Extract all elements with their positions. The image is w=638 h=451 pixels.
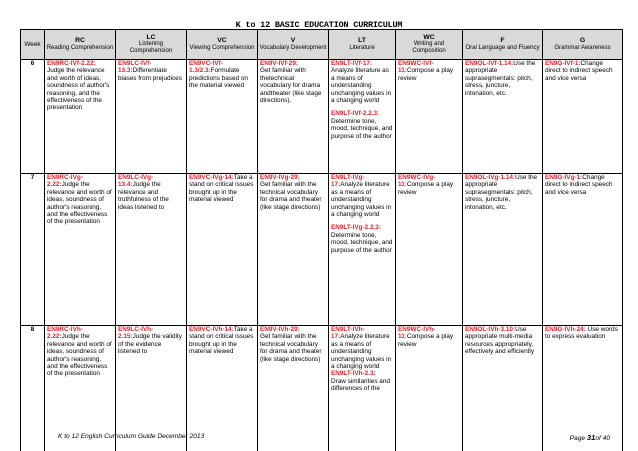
table-cell: EN9RC-IVh-2.22:Judge the relevance and worth of ideas, soundness of author's reasoning, and the effectiveness of the presentation: [45, 326, 116, 451]
column-header-v: V Vocabulary Development: [258, 30, 329, 60]
table-row-week-6: [21, 60, 623, 174]
table-cell: EN9G-IVf-1:Change direct to indirect speech and vice versa: [543, 60, 623, 174]
column-header-vc: VC Viewing Comprehension: [187, 30, 258, 60]
table-cell: EN9WC-IVg-11:Compose a play review: [396, 174, 463, 326]
table-cell: EN9LT-IVf-17: Analyze literature as a means of understanding unchanging values in a changing world EN9LT-IVf-2.2.3: Determine tone, mood, technique, and purpose of the author: [329, 60, 396, 174]
column-header-lt: LT Literature: [329, 30, 396, 60]
column-header-f: F Oral Language and Fluency: [463, 30, 543, 60]
table-cell: EN9OL-IVf-1.14:Use the appropriate suprasegmentals: pitch, stress, juncture, intonation, etc.: [463, 60, 543, 174]
table-cell: EN9G-IVg-1:Change direct to indirect speech and vice versa: [543, 174, 623, 326]
curriculum-title: K to 12 BASIC EDUCATION CURRICULUM: [235, 20, 403, 30]
table-row-week-7: [21, 174, 623, 326]
table-cell: EN9LC-IVh-2.15:Judge the validity of the evidence listened to: [116, 326, 187, 451]
footer-page-number: Page 31of 40: [569, 433, 610, 442]
table-cell: EN9LC-IVg-13.4:Judge the relevance and truthfulness of the ideas listened to: [116, 174, 187, 326]
header-row: [21, 30, 623, 60]
column-header-lc: LC Listening Comprehension: [116, 30, 187, 60]
table-cell: EN9V-IVg-29: Get familiar with the technical vocabulary for drama and theater (like stage directions): [258, 174, 329, 326]
curriculum-table: [20, 29, 623, 451]
column-header-rc: RC Reading Comprehension: [45, 30, 116, 60]
table-cell: EN9RC-IVg-2.22:Judge the relevance and worth of ideas, soundness of author's reasoning, and the effectiveness of the presentation: [45, 174, 116, 326]
table-cell: EN9VC-IVh-14:Take a stand on critical issues brought up in the material viewed: [187, 326, 258, 451]
week-header: Week: [21, 30, 45, 60]
column-header-wc: WC Writing and Composition: [396, 30, 463, 60]
week-number: 6: [21, 60, 45, 174]
table-cell: EN9WC-IVh-11:Compose a play review: [396, 326, 463, 451]
table-cell: EN9VC-IVg-14:Take a stand on critical issues brought up in the material viewed: [187, 174, 258, 326]
table-cell: EN9G-IVh-24: Use words to express evaluation: [543, 326, 623, 451]
table-cell: EN9LC-IVf-13.3:Differentiate biases from prejudices: [116, 60, 187, 174]
table-cell: EN9VC-IVf-1.3/2.3:Formulate predictions based on the material viewed: [187, 60, 258, 174]
table-cell: EN9LT-IVg-17:Analyze literature as a means of understanding unchanging values in a changing world EN9LT-IVg-2.2.3: Determine tone, mood, technique, and purpose of the author: [329, 174, 396, 326]
table-cell: EN9RC-IVf-2.22: Judge the relevance and worth of ideas, soundness of author's reasoning, and the effectiveness of the presentation: [45, 60, 116, 174]
table-cell: EN9OL-IVg-1.14:Use the appropriate suprasegmentals: pitch, stress, juncture, intonation, etc.: [463, 174, 543, 326]
week-number: 8: [21, 326, 45, 451]
table-cell: EN9LT-IVh-17:Analyze literature as a means of understanding unchanging values in a changing world EN9LT-IVh-2.3: Draw similarities and differences of the: [329, 326, 396, 451]
table-cell: EN9OL-IVh-3.10:Use appropriate multi-media resources appropriately, effectively and efficiently: [463, 326, 543, 451]
table-cell: EN9WC-IVf-11:Compose a play review: [396, 60, 463, 174]
footer-guide-title: K to 12 English Curriculum Guide December 2013: [58, 433, 205, 440]
column-header-g: G Grammar Awareness: [543, 30, 623, 60]
week-number: 7: [21, 174, 45, 326]
table-cell: EN9V-IVf-29: Get familiar with thetechnical vocabulary for drama andtheater (like stage directions).: [258, 60, 329, 174]
table-cell: EN9V-IVh-29: Get familiar with the technical vocabulary for drama and theater (like stage directions): [258, 326, 329, 451]
